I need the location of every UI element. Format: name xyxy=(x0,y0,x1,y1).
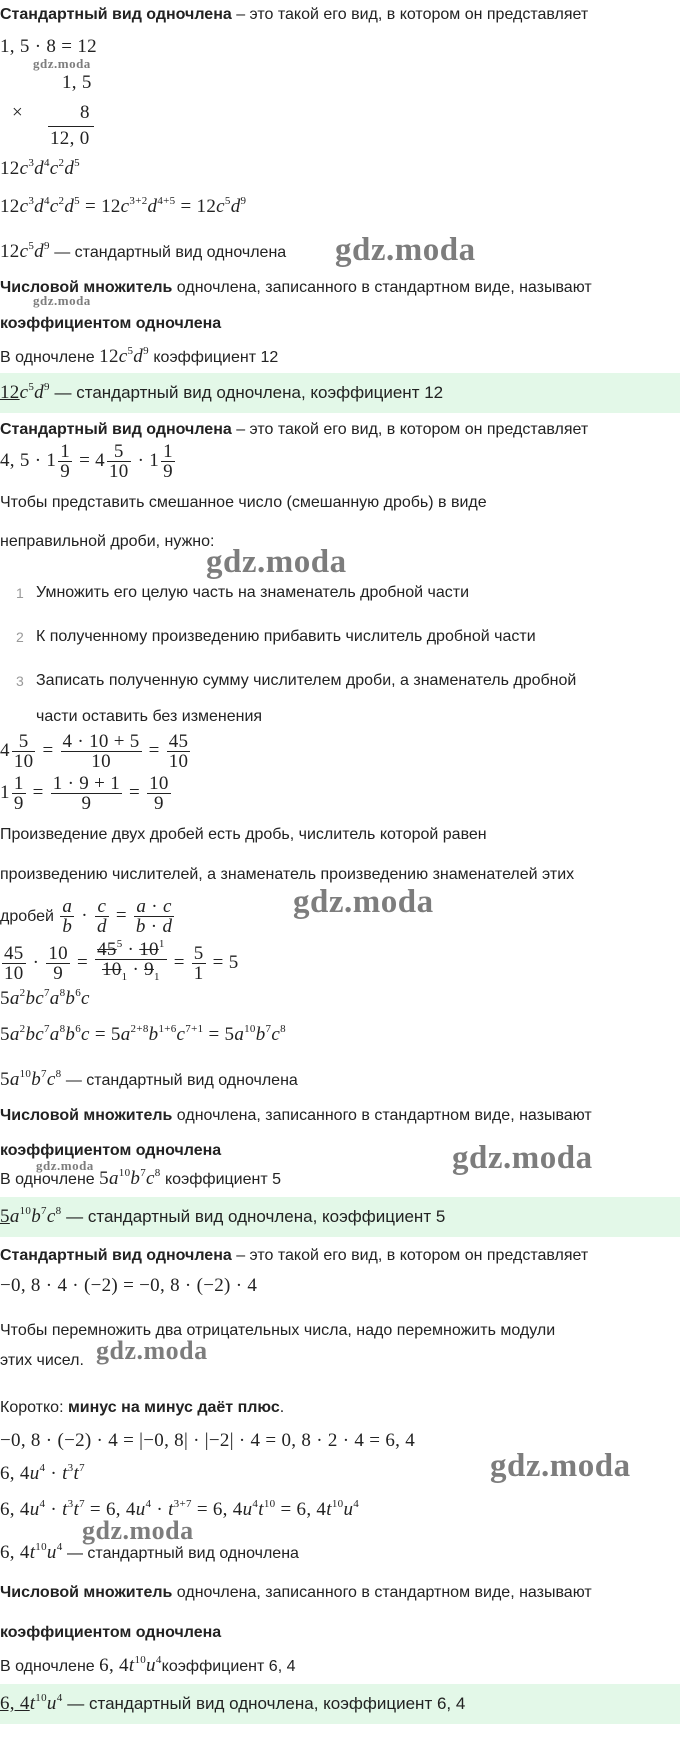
product-rule: Произведение двух дробей есть дробь, числитель которой равен xyxy=(0,826,487,843)
monomial: $5a^2bc^7a^8b^6c$ xyxy=(0,987,90,1009)
watermark: gdz.moda xyxy=(452,1140,593,1176)
monomial-simplification: 6, $4u^4 \cdot t^3t^7 = 6$, $4u^4 \cdot t^{3+7} = 6$, $4u^4t^{10} = 6$, $4t^{10}u^4$ xyxy=(0,1498,360,1520)
monomial-simplification: $12c^3d^4c^2d^5 = 12c^{3+2}d^{4+5} = 12c^5d^9$ xyxy=(0,195,247,217)
column-multiplicand: 1, 5 xyxy=(62,72,92,93)
column-line xyxy=(48,126,94,127)
product-rule: дробей $\frac{a}{b}$ · $\frac{c}{d}$ = $\frac{a \cdot c}{b \cdot d}$ xyxy=(0,896,173,937)
column-operator: × xyxy=(12,102,24,123)
rule-line: неправильной дроби, нужно: xyxy=(0,533,215,550)
standard-form-line: $12c^5d^9$ — стандартный вид одночлена xyxy=(0,240,287,262)
watermark: gdz.moda xyxy=(490,1448,631,1484)
coefficient-term: коэффициентом одночлена xyxy=(0,1142,222,1159)
equation-fraction: 1 $\frac{1}{9}$ = $\frac{1 \cdot 9 + 1}{9}$ = $\frac{10}{9}$ xyxy=(0,773,169,814)
definition-line: Стандартный вид одночлена – это такой его вид, в котором он представляет xyxy=(0,1247,589,1264)
coefficient-definition: Числовой множитель одночлена, записанного в стандартном виде, называют xyxy=(0,1107,592,1124)
equation: 1, 5 · 8 = 12 xyxy=(0,36,97,57)
answer-line: $12c^5d^9$ — стандартный вид одночлена, коэффициент 12 xyxy=(0,381,444,403)
answer-highlight xyxy=(0,373,680,413)
watermark: gdz.moda xyxy=(96,1336,208,1365)
answer-line: 6, $4t^{10}u^4$ — стандартный вид одночлена, коэффициент 6, 4 xyxy=(0,1692,466,1714)
list-item-continuation: части оставить без изменения xyxy=(36,708,263,725)
equation: −0, 8 · 4 · (−2) = −0, 8 · (−2) · 4 xyxy=(0,1275,258,1296)
rule-line: Чтобы представить смешанное число (смешанную дробь) в виде xyxy=(0,494,487,511)
column-result: 12, 0 xyxy=(50,128,90,149)
watermark: gdz.moda xyxy=(33,293,91,308)
column-multiplier: 8 xyxy=(80,102,90,123)
watermark: gdz.moda xyxy=(33,56,91,71)
standard-form-line: $5a^{10}b^7c^8$ — стандартный вид одночлена xyxy=(0,1068,298,1090)
watermark: gdz.moda xyxy=(206,544,347,580)
coefficient-term: коэффициентом одночлена xyxy=(0,1624,222,1641)
answer-highlight xyxy=(0,1197,680,1237)
definition-line: Стандартный вид одночлена – это такой его вид, в котором он представляет xyxy=(0,421,589,438)
coefficient-definition: Числовой множитель одночлена, записанного в стандартном виде, называют xyxy=(0,279,592,296)
equation-mixed: 4, 5 · 1 $\frac{1}{9}$ = 4 $\frac{5}{10}$ · 1 $\frac{1}{9}$ xyxy=(0,441,173,482)
watermark: gdz.moda xyxy=(335,232,476,268)
equation-fraction: 4 $\frac{5}{10}$ = $\frac{4 \cdot 10 + 5}{10}$ = $\frac{45}{10}$ xyxy=(0,731,189,772)
watermark: gdz.moda xyxy=(36,1158,94,1173)
standard-form-line: 6, $4t^{10}u^4$ — стандартный вид одночлена xyxy=(0,1541,299,1563)
product-rule: произведению числителей, а знаменатель произведению знаменателей этих xyxy=(0,866,575,883)
coefficient-term: коэффициентом одночлена xyxy=(0,315,222,332)
answer-highlight xyxy=(0,1684,680,1724)
coefficient-line: В одночлене $12c^5d^9$ коэффициент 12 xyxy=(0,345,279,367)
definition-line: Стандартный вид одночлена – это такой его вид, в котором он представляет xyxy=(0,6,589,23)
coefficient-definition: Числовой множитель одночлена, записанного в стандартном виде, называют xyxy=(0,1584,592,1601)
watermark: gdz.moda xyxy=(293,884,434,920)
monomial: $12c^3d^4c^2d^5$ xyxy=(0,157,80,179)
negative-rule: этих чисел. xyxy=(0,1352,84,1369)
equation-modulus: −0, 8 · (−2) · 4 = |−0, 8| · |−2| · 4 = 0, 8 · 2 · 4 = 6, 4 xyxy=(0,1430,416,1451)
watermark: gdz.moda xyxy=(82,1516,194,1545)
monomial-simplification: $5a^2bc^7a^8b^6c = 5a^{2+8}b^{1+6}c^{7+1} = 5a^{10}b^7c^8$ xyxy=(0,1023,286,1045)
coefficient-line: В одночлене 6, $4t^{10}u^4коэффициент$ 6, 4 xyxy=(0,1654,296,1676)
negative-rule: Чтобы перемножить два отрицательных числа, надо перемножить модули xyxy=(0,1322,556,1339)
coefficient-line: В одночлене $5a^{10}b^7c^8$ коэффициент 5 xyxy=(0,1167,282,1189)
equation-product: $\frac{45}{10}$ · $\frac{10}{9}$ = $\frac{45^5 \cdot 10^1}{10_1 \cdot 9_1}$ = $\frac{5}{1}$ = 5 xyxy=(4,938,239,984)
monomial: 6, $4u^4 \cdot t^3t^7$ xyxy=(0,1462,85,1484)
answer-line: $5a^{10}b^7c^8$ — стандартный вид одночлена, коэффициент 5 xyxy=(0,1205,446,1227)
short-rule: Коротко: минус на минус даёт плюс. xyxy=(0,1399,285,1416)
